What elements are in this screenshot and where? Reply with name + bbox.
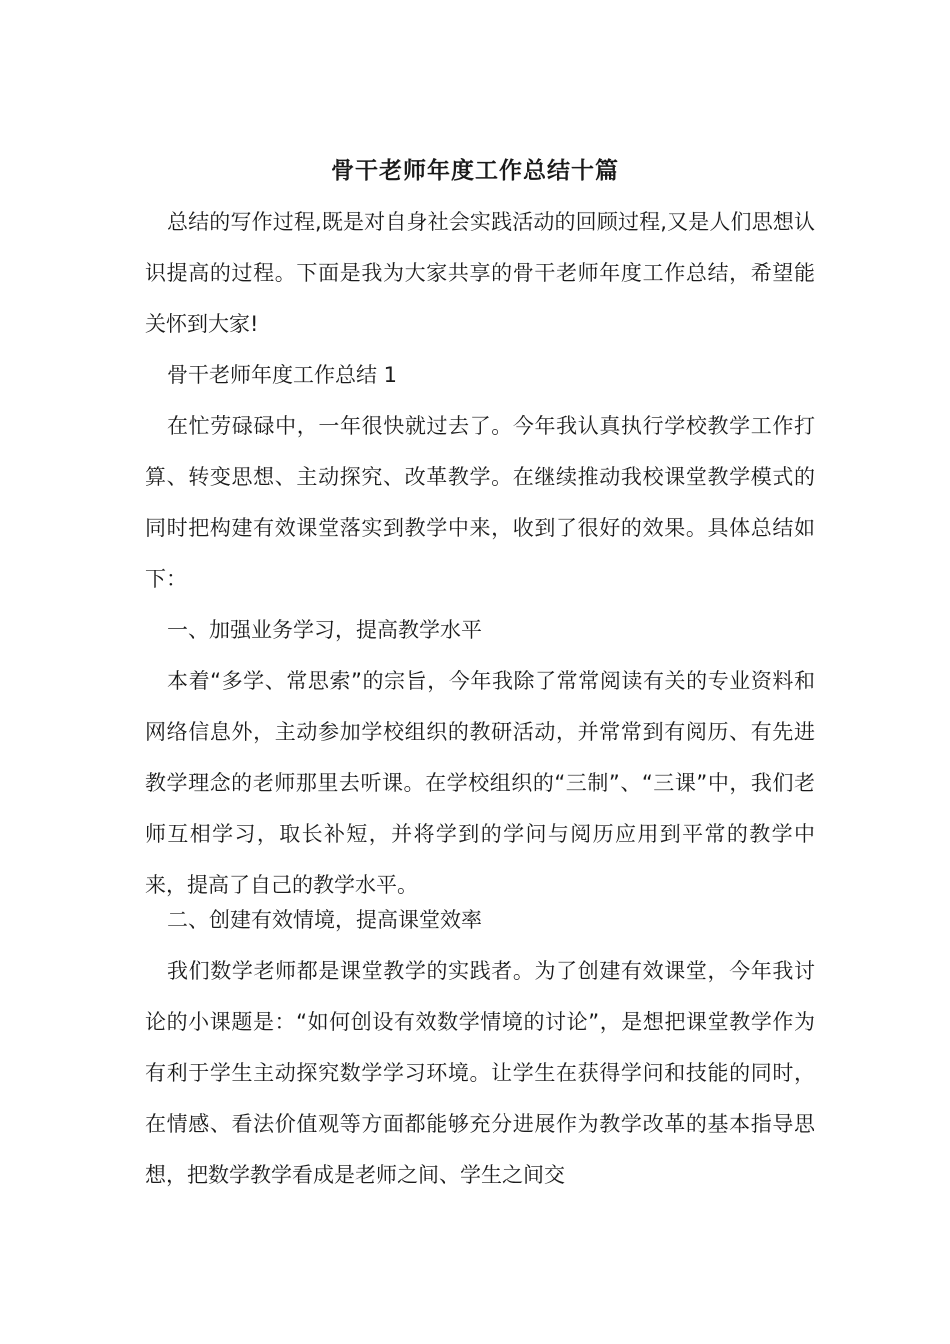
section-title: 骨干老师年度工作总结 1 xyxy=(167,363,398,387)
section-heading-2: 二、创建有效情境，提高课堂效率 xyxy=(167,908,482,932)
section-heading-1: 一、加强业务学习，提高教学水平 xyxy=(167,618,482,642)
intro-paragraph: 总结的写作过程,既是对自身社会实践活动的回顾过程,又是人们思想认识提高的过程。下面是我为大家共享的骨干老师年度工作总结，希望能关怀到大家! xyxy=(145,210,815,336)
body-paragraph-1: 在忙劳碌碌中，一年很快就过去了。今年我认真执行学校教学工作打算、转变思想、主动探究、改革教学。在继续推动我校课堂教学模式的同时把构建有效课堂落实到教学中来，收到了很好的效果。具体总结如下： xyxy=(145,414,815,591)
document-title: 骨干老师年度工作总结十篇 xyxy=(331,158,619,184)
body-paragraph-3: 我们数学老师都是课堂教学的实践者。为了创建有效课堂，今年我讨论的小课题是：“如何创设有效数学情境的讨论”，是想把课堂教学作为有利于学生主动探究数学学习环境。让学生在获得学问和技能的同时，在情感、看法价值观等方面都能够充分进展作为教学改革的基本指导思想，把数学教学看成是老师之间、学生之间交 xyxy=(145,959,815,1187)
body-paragraph-2: 本着“多学、常思索”的宗旨，今年我除了常常阅读有关的专业资料和网络信息外，主动参加学校组织的教研活动，并常常到有阅历、有先进教学理念的老师那里去听课。在学校组织的“三制”、“三课”中，我们老师互相学习，取长补短，并将学到的学问与阅历应用到平常的教学中来，提高了自己的教学水平。 xyxy=(145,669,815,897)
